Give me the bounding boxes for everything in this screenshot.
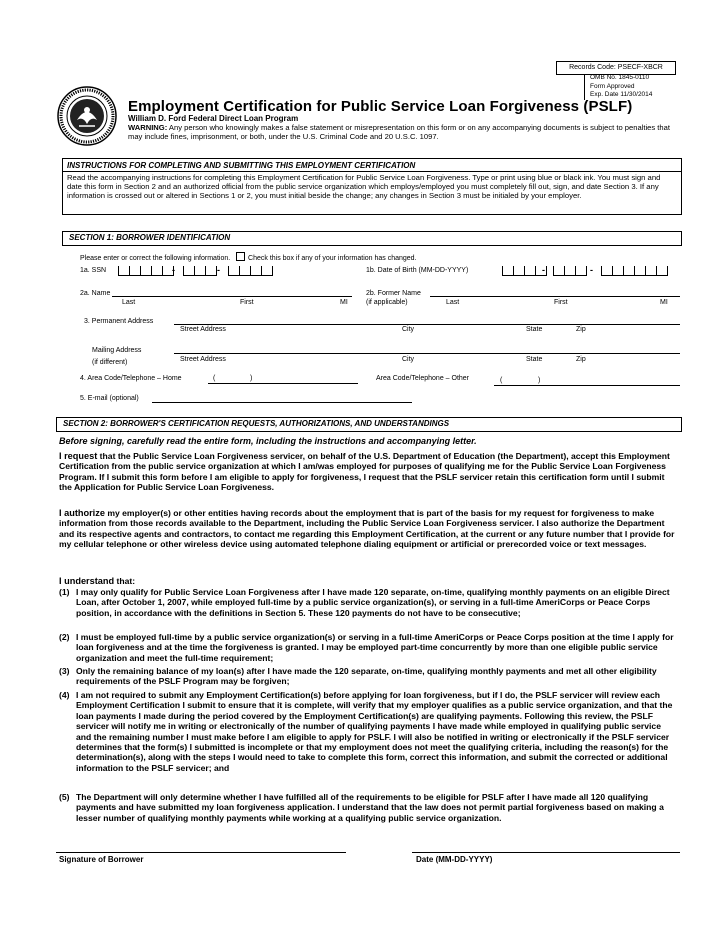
dob-year-field[interactable] (601, 266, 668, 276)
instructions-body: Read the accompanying instructions for completing this Employment Certification for Public Service Loan Forgiveness. Type or print using blue or black ink. You must sign and date this form in Section 2 and an authorized official from the public service organization which employs/employed you must completely fill out, sign, and date Section 3. If any information is crossed out or altered in Sections 1 or 2, you must initial beside the change; any changes in Section 3 must be initialed by your employer. (67, 173, 661, 201)
item-text: Only the remaining balance of my loan(s) after I have made the 120 separate, on-time, qualifying monthly payments and met all other eligibility requirements of the PSLF Program may be forgiven; (76, 666, 657, 687)
ssn-dash: - (217, 265, 220, 275)
info-changed-checkbox[interactable] (236, 252, 245, 261)
state-caption: State (526, 326, 543, 333)
intro-text: Please enter or correct the following information. (80, 255, 231, 262)
mailing-address-label: Mailing Address (92, 347, 142, 354)
signature-label: Signature of Borrower (59, 855, 144, 864)
instructions-box (62, 158, 682, 215)
permanent-address-field[interactable] (174, 324, 680, 325)
item-number: (4) (59, 690, 70, 700)
phone-other-label: Area Code/Telephone – Other (376, 375, 470, 382)
warning-label: WARNING: (128, 123, 168, 132)
dob-day-field[interactable] (553, 266, 587, 276)
section1-intro (80, 252, 417, 262)
street-caption: Street Address (180, 326, 226, 333)
ssn-part1-field[interactable] (118, 266, 174, 276)
phone-other-paren-open: ( (500, 377, 503, 384)
understand-lead: I understand (59, 576, 115, 586)
phone-home-field[interactable] (208, 383, 358, 384)
phone-other-field[interactable] (494, 385, 680, 386)
dob-label: 1b. Date of Birth (MM-DD-YYYY) (366, 267, 469, 274)
city-caption: City (402, 326, 415, 333)
former-name-label: 2b. Former Name (366, 290, 421, 297)
item-text: I am not required to submit any Employment Certification(s) before applying for loan forgiveness, but if I do, the PSLF servicer will review each Employment Certification I submit to ensure that it is complete, will verify that my employer qualifies as a public service organization, and that the loan payments I made during the period covered by the Employment Certification(s) are qualifying payments. Following this review, the PSLF servicer will notify me in writing or electronically of the number of qualifying payments I have made while employed in qualifying public service and the remaining number I must make before I am eligible to apply for PSLF. I will also be notified in writing or electronically if the PSLF servicer determines that the form(s) I submitted is incomplete or that my employment does not meet the qualifying criteria, including the reason(s) for the determination(s), along with the steps I would need to take to complete this form, correct this information, and submit the corrected or additional information to the PSLF servicer; and (76, 690, 673, 773)
name-last-caption: Last (122, 299, 136, 306)
authorize-lead: I authorize (59, 508, 105, 518)
zip-caption: Zip (576, 356, 586, 363)
if-applicable-caption: (if applicable) (366, 299, 408, 306)
item-number: (3) (59, 666, 70, 676)
phone-home-label: 4. Area Code/Telephone – Home (80, 375, 182, 382)
program-name: William D. Ford Federal Direct Loan Program (128, 114, 299, 123)
former-mi-caption: MI (660, 299, 668, 306)
ssn-dash: - (172, 265, 175, 275)
before-signing-note: Before signing, carefully read the entire form, including the instructions and accompanying letter. (59, 436, 477, 446)
name-first-caption: First (240, 299, 254, 306)
warning-body: Any person who knowingly makes a false statement or misrepresentation on this form or on any accompanying documents is subject to penalties that may include fines, imprisonment, or both, under the U.S. Criminal Code and 20 U.S.C. 1097. (128, 123, 670, 141)
instructions-heading: INSTRUCTIONS FOR COMPLETING AND SUBMITTING THIS EMPLOYMENT CERTIFICATION (63, 159, 681, 172)
date-label: Date (MM-DD-YYYY) (416, 855, 493, 864)
request-lead: I request (59, 451, 98, 461)
authorize-text: my employer(s) or other entities having records about the employment that is part of the basis for my request for forgiveness to make information from those records available to the Department, including the Public Service Loan Forgiveness servicer. I also authorize the Department and its respective agents and contractors, to contact me regarding this Employment Certification, at the current or any future number that I provide for my cellular telephone or other wireless device using automated telephone dialing equipment or artificial or prerecorded voice or text messages. (59, 508, 675, 550)
section1-heading: SECTION 1: BORROWER IDENTIFICATION (69, 233, 231, 242)
item-text: The Department will only determine whether I have fulfilled all of the requirements to be eligible for PSLF after I have made all 120 qualifying payments and have submitted my loan forgiveness application. I understand that the law does not permit partial forgiveness based on making a lesser number of qualifying monthly payments while working at a qualifying public service organization. (76, 792, 664, 823)
phone-home-paren-open: ( (213, 375, 216, 382)
former-last-caption: Last (446, 299, 460, 306)
department-of-education-seal-icon (57, 86, 117, 146)
request-paragraph (59, 451, 677, 493)
name-mi-caption: MI (340, 299, 348, 306)
phone-home-paren-close: ) (250, 375, 253, 382)
form-approved: Form Approved (590, 82, 635, 90)
if-different-caption: (if different) (92, 359, 128, 366)
dob-dash: - (542, 265, 545, 275)
city-caption: City (402, 356, 415, 363)
ssn-part3-field[interactable] (228, 266, 273, 276)
street-caption: Street Address (180, 356, 226, 363)
ssn-label: 1a. SSN (80, 267, 107, 274)
item-number: (1) (59, 587, 70, 597)
item-text: I must be employed full-time by a public service organization(s) or serving in a full-time AmeriCorps or Peace Corps position at the time I apply for loan forgiveness and at the time the forgiveness is granted. I may be employed part-time concurrently by more than one eligible public service organization and meet the full-time requirement; (76, 632, 674, 663)
dob-dash: - (590, 265, 593, 275)
dob-month-field[interactable] (502, 266, 547, 276)
mailing-address-field[interactable] (174, 353, 680, 354)
signature-field[interactable] (56, 852, 346, 853)
omb-block (584, 74, 690, 100)
email-label: 5. E-mail (optional) (80, 395, 139, 402)
state-caption: State (526, 356, 543, 363)
former-first-caption: First (554, 299, 568, 306)
section1-header-box (62, 231, 682, 246)
understand-paragraph (59, 576, 135, 586)
name-field[interactable] (112, 296, 352, 297)
phone-other-paren-close: ) (538, 377, 541, 384)
former-name-field[interactable] (430, 296, 680, 297)
email-field[interactable] (152, 402, 412, 403)
ssn-part2-field[interactable] (183, 266, 217, 276)
records-code: Records Code: PSECF-XBCR (556, 61, 676, 75)
zip-caption: Zip (576, 326, 586, 333)
section2-header-box (56, 417, 682, 432)
section2-heading: SECTION 2: BORROWER'S CERTIFICATION REQUESTS, AUTHORIZATIONS, AND UNDERSTANDINGS (63, 419, 450, 428)
warning-text (128, 123, 676, 141)
item-text: I may only qualify for Public Service Loan Forgiveness after I have made 120 separate, on-time, qualifying monthly payments on an eligible Direct Loan, after October 1, 2007, while employed full-time by a public service organization(s), or serving in a full-time AmeriCorps or Peace Corps position, in accordance with the definitions in Section 5. These 120 payments do not have to be consecutive; (76, 587, 670, 618)
item-number: (5) (59, 792, 70, 802)
name-label: 2a. Name (80, 290, 111, 297)
omb-number: OMB No. 1845-0110 (590, 74, 650, 81)
understand-text: that: (114, 576, 136, 586)
permanent-address-label: 3. Permanent Address (84, 318, 154, 325)
item-number: (2) (59, 632, 70, 642)
checkbox-label: Check this box if any of your information has changed. (248, 255, 417, 262)
request-text: that the Public Service Loan Forgiveness servicer, on behalf of the U.S. Department of Education (the Department), accept this Employment Certification from the public service organization at which I am/was employed for purposes of qualifying me for the Public Service Loan Forgiveness Program. If I submit this form before I am eligible to apply for forgiveness, I request that the PSLF servicer retain this certification form until I submit the Application for Public Service Loan Forgiveness. (59, 451, 670, 493)
date-field[interactable] (412, 852, 680, 853)
authorize-paragraph (59, 508, 677, 550)
form-title: Employment Certification for Public Service Loan Forgiveness (PSLF) (128, 98, 633, 115)
expiration-date: Exp. Date 11/30/2014 (590, 91, 653, 98)
